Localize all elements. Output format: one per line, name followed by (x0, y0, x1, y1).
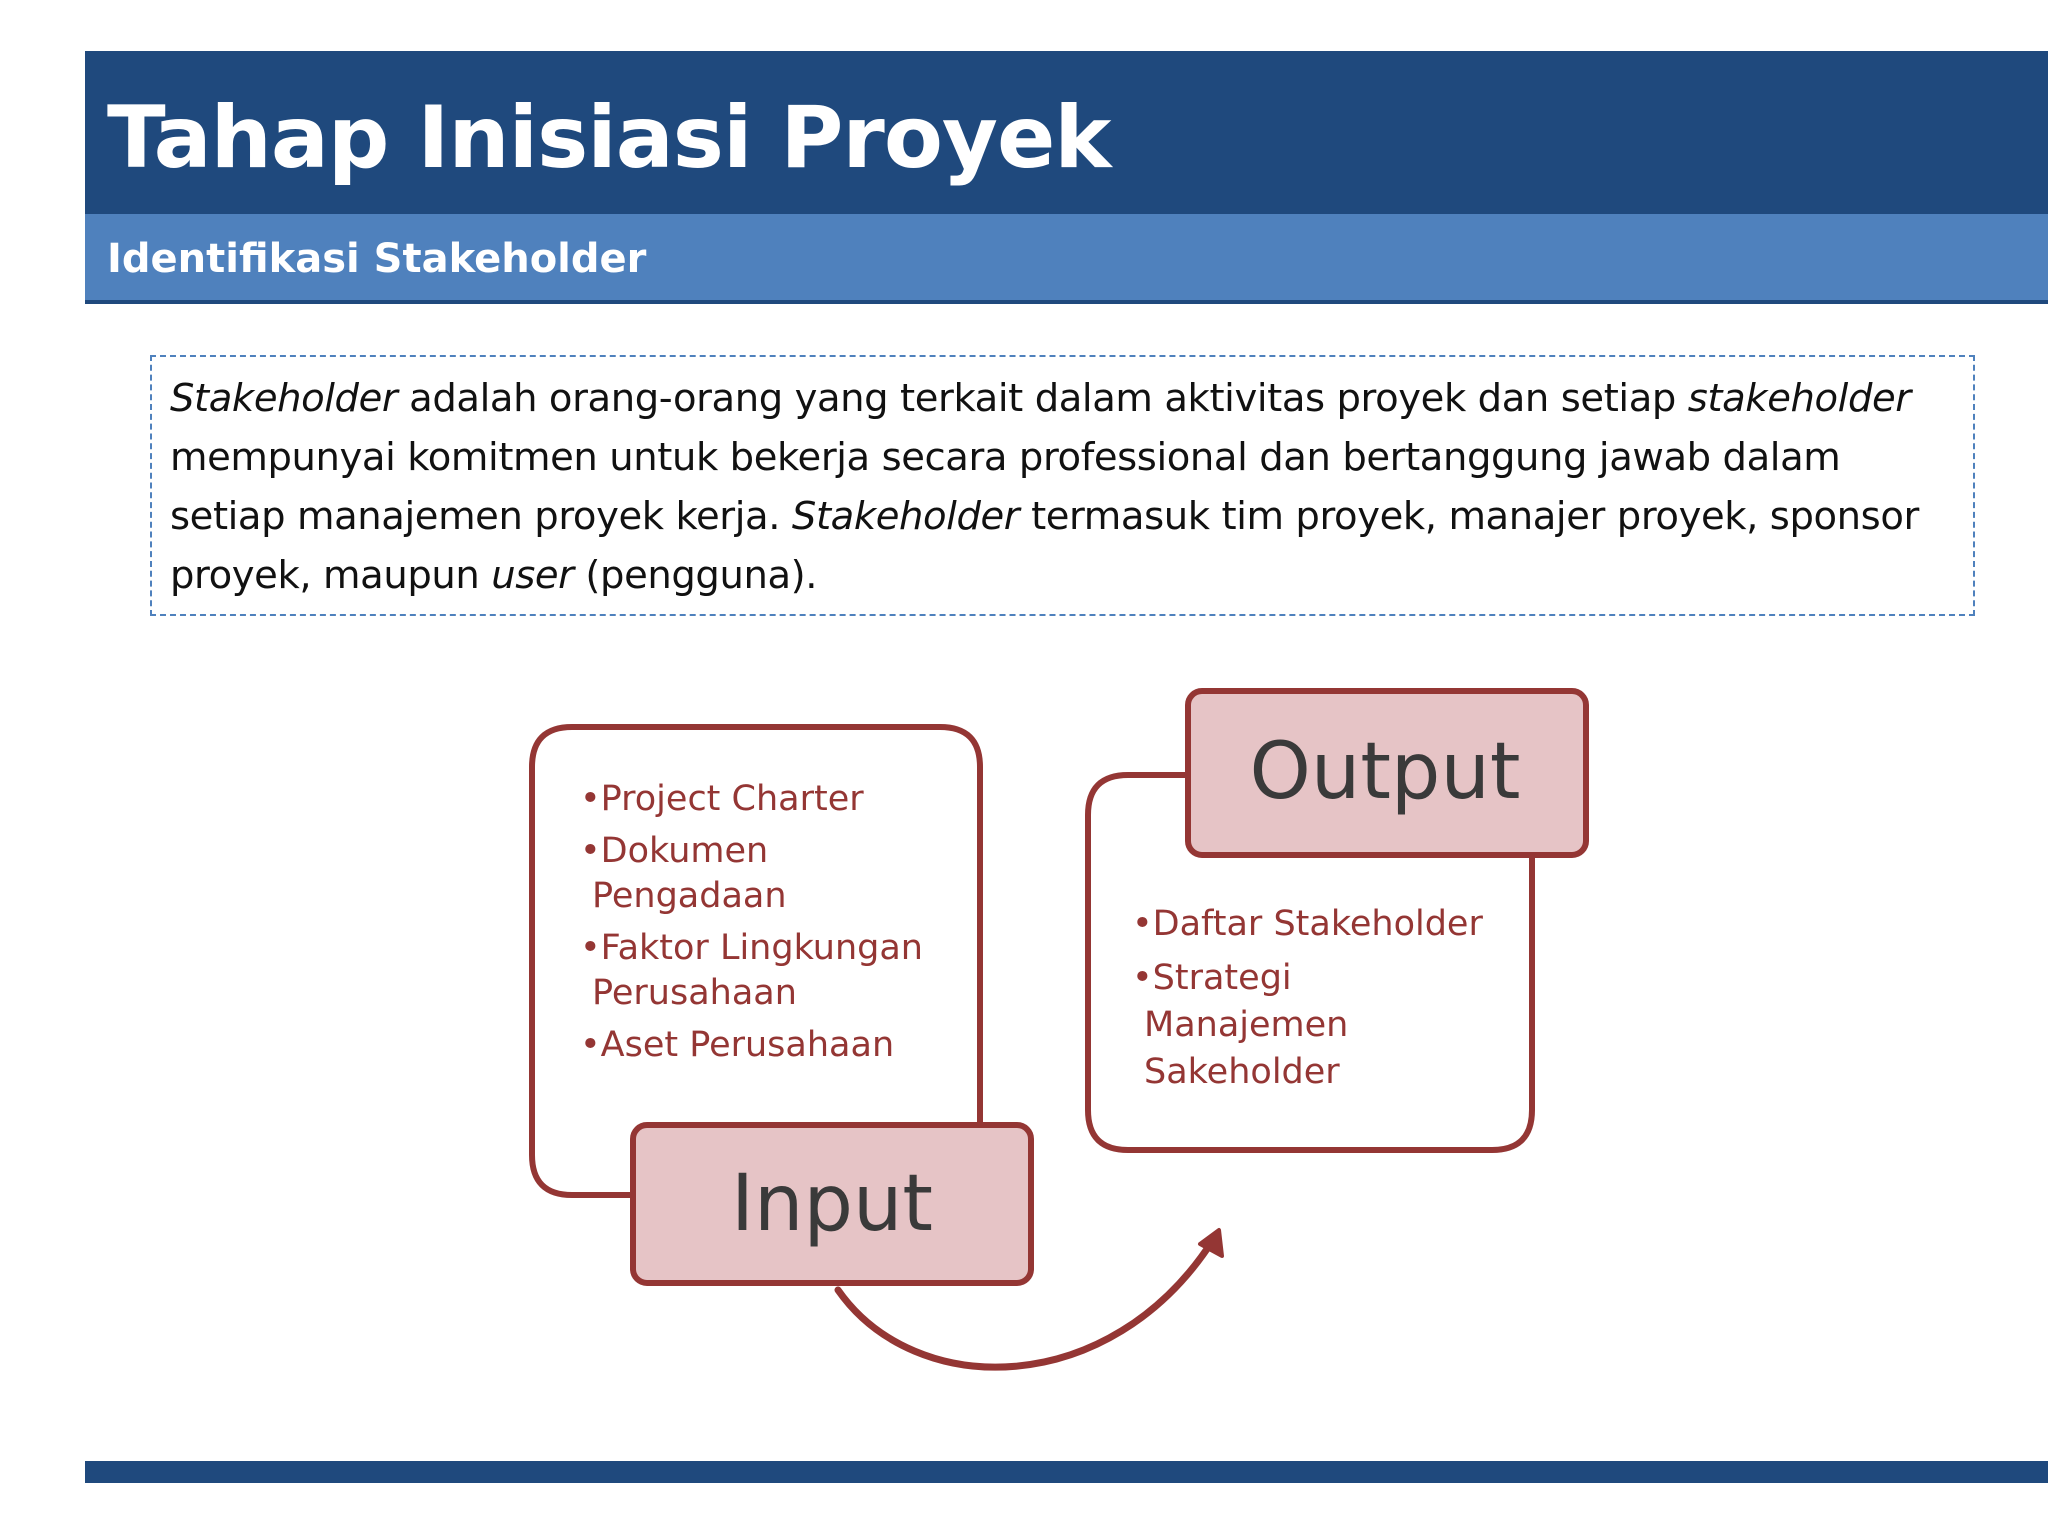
diagram-item-text: Dokumen (600, 831, 769, 871)
diagram-item-text: Sakeholder (1144, 1052, 1340, 1092)
slide-subtitle: Identifikasi Stakeholder (107, 236, 647, 282)
slide-title: Tahap Inisiasi Proyek (107, 88, 1111, 188)
bullet-marker: • (580, 928, 601, 968)
diagram-item-line (592, 973, 797, 1013)
bullet-marker: • (580, 831, 601, 871)
diagram-item-line (1144, 1005, 1348, 1045)
diagram-item-text: Pengadaan (592, 876, 787, 916)
diagram-item-text: Perusahaan (592, 973, 797, 1013)
bullet-marker: • (580, 1025, 601, 1065)
definition-italic-term: stakeholder (1687, 376, 1911, 421)
diagram-item-line (580, 779, 864, 819)
definition-text-segment: mempunyai komitmen untuk bekerja secara professional dan bertanggung jawab dalam setiap manajemen proyek kerja. (170, 435, 1841, 539)
diagram-item-text: Faktor Lingkungan (600, 928, 923, 968)
diagram-item-text: Manajemen (1144, 1005, 1349, 1045)
definition-italic-term: Stakeholder (791, 494, 1020, 539)
output-label: Output (1249, 727, 1521, 817)
diagram-item-line (592, 876, 787, 916)
diagram-item-text: Project Charter (600, 779, 864, 819)
input-items-list (580, 779, 923, 1065)
input-label: Input (731, 1159, 933, 1249)
diagram-item-text: Daftar Stakeholder (1152, 904, 1483, 944)
diagram-item-text: Strategi (1152, 958, 1292, 998)
diagram-item-text: Aset Perusahaan (600, 1025, 895, 1065)
diagram-item-line (1132, 904, 1483, 944)
diagram-item-line (580, 1025, 894, 1065)
diagram-item-line (580, 928, 923, 968)
definition-text-segment: adalah orang-orang yang terkait dalam aktivitas proyek dan setiap (397, 376, 1688, 421)
definition-text-segment: (pengguna). (573, 553, 818, 598)
definition-text-segment: termasuk tim proyek, manajer proyek, sponsor proyek, maupun (170, 494, 1919, 598)
definition-italic-term: Stakeholder (170, 376, 398, 421)
bullet-marker: • (1132, 958, 1153, 998)
diagram-item-line (1132, 958, 1292, 998)
bottom-band (85, 1461, 2048, 1483)
bullet-marker: • (1132, 904, 1153, 944)
bullet-marker: • (580, 779, 601, 819)
definition-italic-term: user (491, 553, 574, 598)
output-items-list (1132, 904, 1483, 1092)
diagram-item-line (1144, 1052, 1340, 1092)
diagram-item-line (580, 831, 768, 871)
